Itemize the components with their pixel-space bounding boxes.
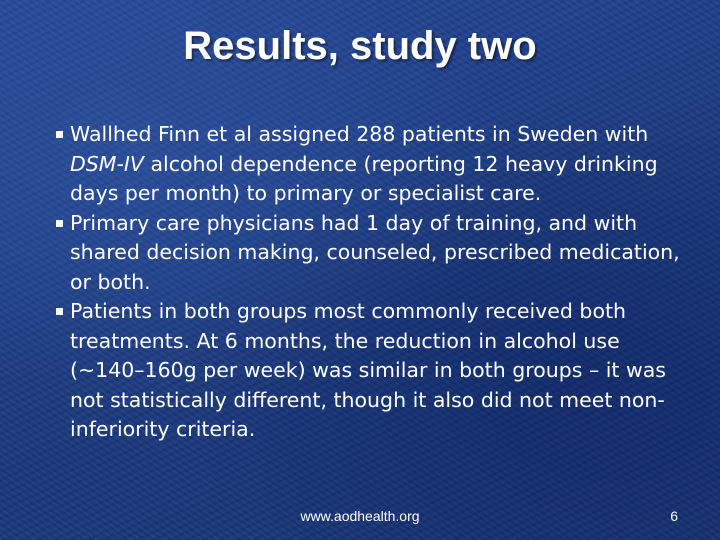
square-bullet-icon xyxy=(56,220,63,227)
bullet-text-pre: Wallhed Finn et al assigned 288 patients in Sweden with xyxy=(70,122,649,146)
bullet-text-emphasis: DSM-IV xyxy=(70,151,144,176)
page-number: 6 xyxy=(670,508,678,524)
bullet-text: Patients in both groups most commonly received both treatments. At 6 months, the reduction in alcohol use (~140–160g per week) was similar in both groups – it was not statistically different, though it also did not meet non-inferiority criteria. xyxy=(70,299,666,441)
bullet-item xyxy=(56,297,686,445)
bullet-list xyxy=(56,120,686,445)
square-bullet-icon xyxy=(56,131,63,138)
footer-url: www.aodhealth.org xyxy=(300,508,420,524)
bullet-item xyxy=(56,209,686,298)
bullet-text: Primary care physicians had 1 day of training, and with shared decision making, counseled, prescribed medication, or both. xyxy=(70,210,680,294)
slide-title: Results, study two xyxy=(183,24,537,68)
bullet-text-post: alcohol dependence (reporting 12 heavy drinking days per month) to primary or specialist care. xyxy=(70,151,658,205)
bullet-item xyxy=(56,120,686,209)
square-bullet-icon xyxy=(56,308,63,315)
